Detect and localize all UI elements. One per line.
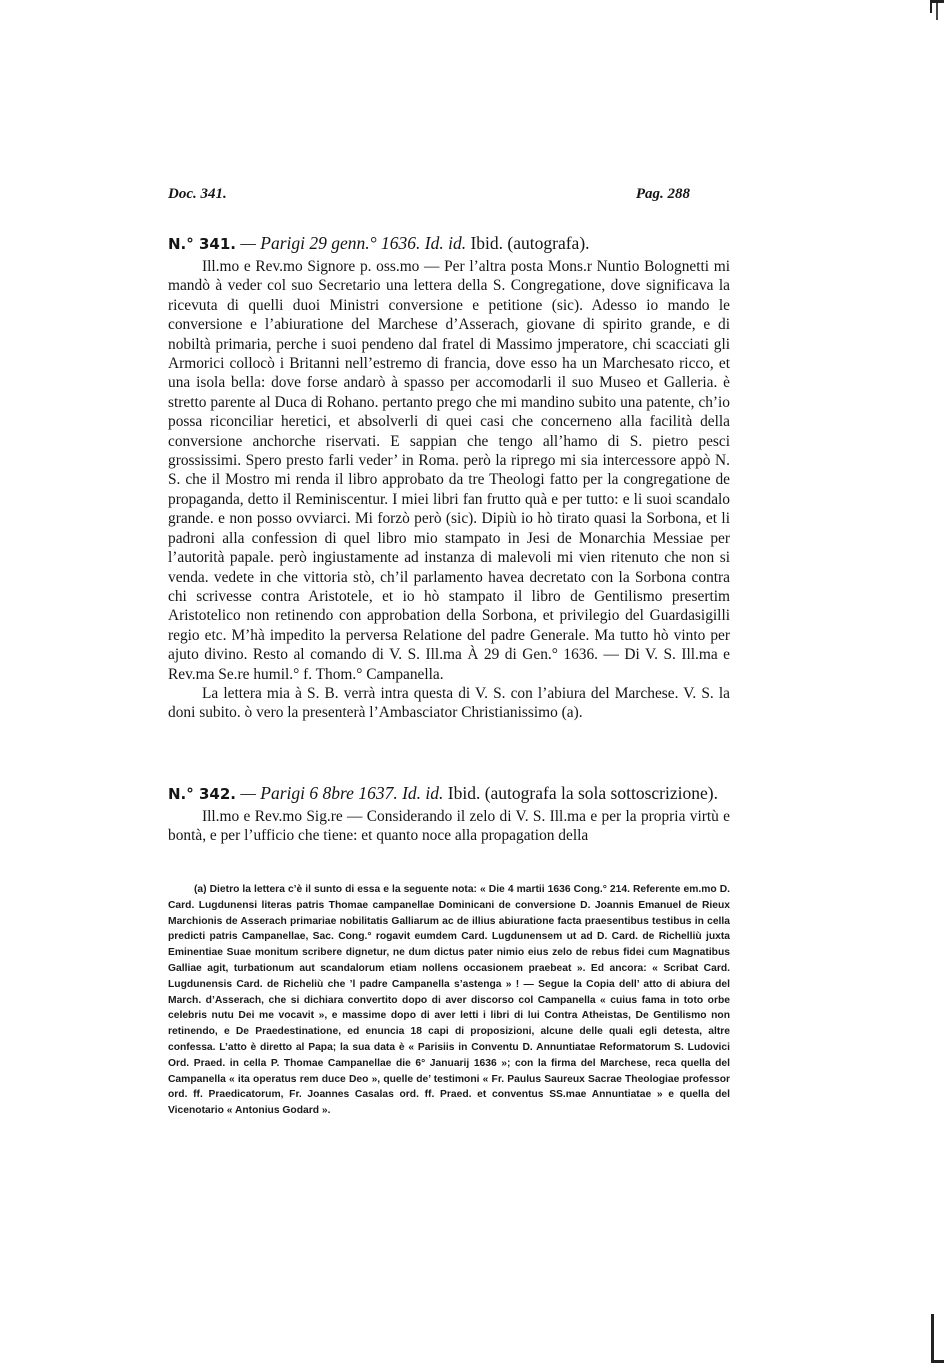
document-place-date: — Parigi 6 8bre 1637. Id. id.: [240, 783, 444, 803]
scan-edge-mark-bottom: [931, 1314, 944, 1363]
document-342: [168, 782, 730, 846]
running-head-doc: Doc. 341.: [168, 186, 227, 202]
document-place-date: — Parigi 29 genn.° 1636. Id. id.: [240, 233, 467, 253]
running-head-page: Pag. 288: [635, 186, 690, 202]
document-source: Ibid. (autografa la sola sottoscrizione).: [447, 783, 718, 803]
document-342-heading: [168, 782, 730, 805]
document-number: N.° 341.: [168, 235, 236, 253]
scan-edge-mark-top: [930, 0, 944, 13]
footnote-a: (a) Dietro la lettera c’è il sunto di essa e la seguente nota: « Die 4 martii 1636 Cong.° 214. Referente em.mo D. Card. Lugdunensi literas patris Thomae campanellae Dominicani de conversione D. Joannis Emanuel de Rieux Marchionis de Asserach primariae nobilitatis Galliarum ac de illius abiuratione facta praesentibus testibus in cella predicti patris Campanellae, Sac. Cong.° rogavit eumdem Card. Lugdunensem ut ad D. Card. de Richelliù juxta Eminentiae Suae monitum scribere dignetur, ne dum dictus pater nimio eius zelo de rebus fidei cum Magnatibus Galliae agit, turbationum aut scandalorum etiam nollens occasionem praebeat ». Ed ancora: « Scribat Card. Lugdunensis Card. de Richeliù che ’l padre Campanella s’astenga » ! — Segue la Copia dell’ atto di abiura del March. d’Asserach, che si dichiara convertito dopo di aver discorso col Campanella « cuius fama in toto orbe celebris nutu Dei me vocavit », e massime dopo di aver letti i libri di lui Contra Atheistas, De Gentilismo non retinendo, e De Praedestinatione, ed enuncia 18 capi di proposizioni, alcune delle quali egli detesta, altre confessa. L’atto è diretto al Papa; la sua data è « Parisiis in Conventu D. Annuntiatae Reformatorum S. Ludovici Ord. Praed. in cella P. Thomae Campanellae die 6° Januarij 1636 »; con la firma del Marchese, reca quella del Campanella « ita operatus rem duce Deo », quelle de’ testimoni « Fr. Paulus Saureux Sacrae Theologiae professor ord. ff. Praedicatorum, Fr. Joannes Casalas ord. ff. Praed. et conventus SS.mae Annuntiatae » e quella del Vicenotario « Antonius Godard ».: [168, 884, 730, 1117]
document-341-heading: [168, 232, 730, 255]
letter-postscript: La lettera mia à S. B. verrà intra questa di V. S. con l’abiura del Marchese. V. S. la doni subito. ò vero la presenterà l’Ambasciator Christianissimo (a).: [168, 684, 730, 722]
letter-body: Ill.mo e Rev.mo Signore p. oss.mo — Per l’altra posta Mons.r Nuntio Bolognetti mi mandò à veder col suo Secretario una lettera della S. Congregatione, dove significava la ricevuta di quelli duoi Ministri conversione e petitione (sic). Adesso io mando le conversione e l’abiuratione del Marchese d’Asserach, giovane di spirito grande, e di nobiltà primaria, perche i suoi pendeno dal fratel di Massimo jmperatore, chi scacciati gli Armorici collocò i Britanni nell’estremo di francia, dove esso ha un Marchesato ricco, et una isola bella: dove forse andarò à spasso per accomodarli il suo Museo et Galleria. è stretto parente al Duca di Rohano. pertanto prego che mi mandino subito una patente, ch’io possa riconciliar heretici, et absolverli di quei casi che concerneno alla facilità della conversione anchorche riservati. E sappian che tengo all’hamo di S. pietro pesci grossissimi. Spero presto farli veder’ in Roma. però la riprego mi sia intercessore appò N. S. che il Mostro mi renda il libro approbato da tre Theologi fatto per la congregatione de propaganda, detto il Reminiscentur. I miei libri fan frutto quà e per tutto: e li suoi scandalo grande. e non posso ovviarci. Mi forzò però (sic). Dipiù io hò tirato quasi la Sorbona, et li padroni alla confession di quel libro mio stampato in Jesi de Monarchia Messiae per l’autorità papale. però ingiustamente ad instanza di malevoli mi vien ritenuto che non si venda. vedete in che vittoria stò, ch’il parlamento havea decretato con la Sorbona contra chi scrivesse contra Aristotele, et io hò stampato il libro de Gentilismo presertim Aristotelico non retinendo con approbation della Sorbona, et privilegio del Guardasigilli regio etc. M’hà impedito la perversa Relatione del padre Generale. Ma tutto hò vinto per ajuto divino. Resto al comando di V. S. Ill.ma À 29 di Gen.° 1636. — Di V. S. Ill.ma e Rev.ma Se.re humil.° f. Thom.° Campanella.: [168, 258, 730, 683]
document-number: N.° 342.: [168, 785, 236, 803]
scan-edge-line: [936, 0, 938, 1371]
footnotes: [168, 882, 730, 1119]
document-341: [168, 232, 730, 723]
document-source: Ibid. (autografa).: [470, 233, 590, 253]
running-head: [168, 186, 690, 203]
letter-body: Ill.mo e Rev.mo Sig.re — Considerando il zelo di V. S. Ill.ma e per la propria virtù e bontà, e per l’ufficio che tiene: et quanto noce alla propagation della: [168, 808, 730, 845]
